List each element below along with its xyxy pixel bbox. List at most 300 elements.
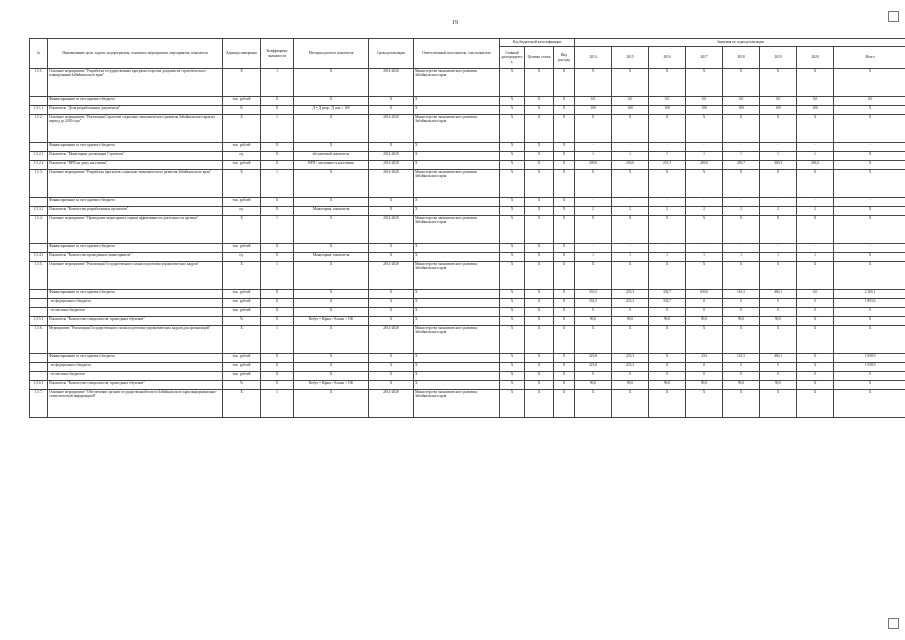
table-cell [30,308,48,317]
table-cell: 0 [760,363,797,372]
table-cell: тыс. рублей [223,299,261,308]
table-cell: Х [500,207,525,216]
table-cell: Х [414,244,500,253]
table-cell: ед. [223,152,261,161]
table-cell: 0 [723,363,760,372]
table-cell: 100 [760,106,797,115]
table-cell: Х [414,152,500,161]
table-cell: Х [261,207,294,216]
table-cell: - [797,198,834,207]
table-cell: 0 [575,308,612,317]
table-cell: Х [414,97,500,106]
table-cell: Мероприятие "Реализация Государственного плана подготовки управленческих кадров для организаций" [48,326,223,354]
table-cell: 0,0 [760,97,797,106]
table-cell: 2014-2020 [369,69,414,97]
table-cell: Х [612,115,649,143]
table-cell: 1.5.5.1 [30,317,48,326]
table-cell: Х [834,161,905,170]
table-cell: тыс. рублей [223,372,261,381]
table-cell: 284,8 [797,161,834,170]
measure-row [30,262,905,290]
table-cell: Х [525,106,554,115]
table-cell: ед. [223,253,261,262]
table-cell: Х [554,326,575,354]
table-cell: - [612,198,649,207]
table-cell: 1.5.6.1 [30,381,48,390]
table-cell: тыс. рублей [223,244,261,253]
table-cell: 0 [612,308,649,317]
table-cell: 100 [612,106,649,115]
table-cell: Показатель "Количество специалистов, прошедших обучение" [48,317,223,326]
table-cell: Х [369,354,414,363]
header-year: 2019 [760,47,797,69]
table-cell: Х [525,354,554,363]
table-cell: Х [525,207,554,216]
scan-mark [888,11,899,22]
table-cell: 1 [723,253,760,262]
table-cell: Х [686,115,723,143]
header-year: 2020 [797,47,834,69]
table-cell: 0 [686,363,723,372]
program-table [29,38,905,418]
table-cell: Х [797,326,834,354]
table-cell: - из федерального бюджета [48,299,223,308]
table-cell: Х [500,299,525,308]
table-cell: Х [294,372,369,381]
table-cell: 1 [261,326,294,354]
table-cell [30,244,48,253]
table-cell: Х [525,262,554,290]
header-year: 2014 [575,47,612,69]
table-cell: - [649,244,686,253]
table-row [30,152,905,161]
table-cell: 2 [760,207,797,216]
table-cell: Х [369,299,414,308]
measure-row [30,216,905,244]
table-cell: Кобуч = Кфакт / Кплан × 100 [294,381,369,390]
measure-row [30,170,905,198]
table-cell: 2014-2020 [369,161,414,170]
table-cell: Х [649,354,686,363]
table-cell: Х [612,262,649,290]
table-cell: Х [261,253,294,262]
table-cell: Х [500,198,525,207]
table-cell: Х [575,115,612,143]
table-cell: 0 [686,299,723,308]
table-cell: Х [554,390,575,418]
table-cell: Х [500,262,525,290]
table-cell: 1.5.7. [30,390,48,418]
header-name: Наименование цели, задачи, подпрограммы, основного мероприятия, мероприятия, показателя [48,39,223,69]
table-cell: 1 [760,152,797,161]
table-cell: 0 [760,308,797,317]
table-cell: Х [575,170,612,198]
table-cell: Х [575,326,612,354]
table-cell: 0,0 [797,290,834,299]
table-cell: 230,0 [612,161,649,170]
table-cell: 1.5.2.1 [30,152,48,161]
table-cell: Кобуч = Кфакт / Кплан × 100 [294,317,369,326]
table-cell: Х [294,390,369,418]
table-cell: 1 [760,253,797,262]
table-cell: Х [261,152,294,161]
table-cell: Х [686,170,723,198]
table-cell: Х [649,170,686,198]
table-cell: 1.5.2. [30,115,48,143]
table-cell: 0 [686,308,723,317]
table-cell: Основное мероприятие "Реализация Стратегии социально-экономического развития Забайкальского края на период до 2030 года" [48,115,223,143]
table-cell: 650,0 [686,290,723,299]
table-cell: 2014-2020 [369,390,414,418]
table-cell: Х [223,170,261,198]
table-cell: 1 658,9 [834,363,905,372]
table-cell: 0,0 [723,97,760,106]
table-row [30,161,905,170]
table-cell: Показатель "Количество специалистов, прошедших обучение" [48,381,223,390]
table-cell: Х [834,207,905,216]
table-cell: 90,0 [723,381,760,390]
table-cell: Х [612,170,649,198]
table-cell: 100 [686,106,723,115]
table-cell: 1 658,9 [834,354,905,363]
table-cell: Х [797,381,834,390]
table-cell: Х [294,170,369,198]
table-cell: 251,3 [649,161,686,170]
table-cell: Х [369,97,414,106]
table-cell: 0 [575,372,612,381]
table-cell: 90,0 [760,381,797,390]
table-cell: - [575,143,612,152]
table-cell: Х [294,143,369,152]
table-cell: Х [414,143,500,152]
table-cell: 2 [797,207,834,216]
table-cell: - [834,244,905,253]
header-num: № [30,39,48,69]
table-cell: - [686,244,723,253]
table-row [30,299,905,308]
table-cell: Х [294,363,369,372]
table-cell: 1.5.3. [30,170,48,198]
table-cell: 1.5.6. [30,326,48,354]
table-cell: Х [525,143,554,152]
table-cell: Х [554,308,575,317]
table-cell: Х [554,381,575,390]
table-cell: Х [554,198,575,207]
table-cell: Х [612,326,649,354]
table-cell: Х [554,253,575,262]
table-cell: 100 [723,106,760,115]
table-cell: 0 [649,372,686,381]
table-cell: - [723,198,760,207]
table-cell: 0,0 [686,97,723,106]
table-cell: Х [414,354,500,363]
table-cell: Х [612,69,649,97]
table-cell: % [223,106,261,115]
table-cell: 90,0 [575,381,612,390]
table-cell: 90,0 [760,317,797,326]
table-cell: Х [834,69,905,97]
table-cell: Х [834,115,905,143]
table-cell: Основное мероприятие "Разработка государственных программ и прочих документов стратегического планирования Забайкальского края" [48,69,223,97]
table-cell: Х [500,143,525,152]
table-row [30,97,905,106]
table-cell: 90,0 [612,317,649,326]
header-year: Итого [834,47,905,69]
table-cell: 141,5 [723,354,760,363]
table-cell: Х [525,198,554,207]
table-cell: Х [554,290,575,299]
table-cell: Х [261,97,294,106]
table-cell: 1 893,6 [834,299,905,308]
table-cell: Министерство экономического развития Забайкальского края [414,115,500,143]
table-cell: 100 [649,106,686,115]
table-cell: Х [554,372,575,381]
page-number: 19 [452,20,458,26]
table-cell: Х [834,262,905,290]
table-row [30,290,905,299]
table-cell: тыс. рублей [223,354,261,363]
table-cell: 0 [723,372,760,381]
header-kbk-csr: Целевая статья [525,47,554,69]
table-cell: Х [723,326,760,354]
table-cell: Х [294,97,369,106]
table-cell: Х [525,244,554,253]
table-cell: Х [414,299,500,308]
table-cell: Х [686,216,723,244]
table-cell: 0 [834,308,905,317]
table-cell: Х [760,115,797,143]
table-cell: Х [649,262,686,290]
table-cell: 2014-2020 [369,326,414,354]
table-cell: Х [525,363,554,372]
table-cell: Х [649,69,686,97]
table-cell: 90,0 [575,317,612,326]
table-cell: Х [525,372,554,381]
table-cell: 0,0 [797,97,834,106]
table-cell [30,198,48,207]
table-cell: Х [554,363,575,372]
table-cell: 1 [612,253,649,262]
table-cell: Х [760,69,797,97]
table-cell: 0 [797,299,834,308]
table-cell: 2014-2020 [369,152,414,161]
header-year: 2018 [723,47,760,69]
table-cell: 90,0 [649,317,686,326]
table-cell: 2014-2020 [369,115,414,143]
table-cell: - [612,143,649,152]
table-cell: Х [554,115,575,143]
table-cell: - из федерального бюджета [48,363,223,372]
table-cell: 0 [723,308,760,317]
table-cell: Х [294,299,369,308]
table-cell: 1.5.4.1 [30,253,48,262]
table-cell: Х [760,326,797,354]
header-coef: Коэффициент значимости [261,39,294,69]
table-cell: Х [525,152,554,161]
table-cell: Х [294,326,369,354]
table-cell: Х [414,372,500,381]
table-cell: 90,0 [686,381,723,390]
table-cell: Х [223,115,261,143]
table-cell: Х [686,69,723,97]
table-cell: 2 [575,207,612,216]
table-cell: - [797,143,834,152]
table-cell: Министерство экономического развития Забайкальского края [414,170,500,198]
table-cell: 2 [649,207,686,216]
table-cell: тыс. рублей [223,308,261,317]
table-cell: Мониторинг показателя [294,207,369,216]
table-cell: 300,3 [760,161,797,170]
header-method: Методика расчета показателя [294,39,369,69]
measure-row [30,390,905,418]
table-cell: ед. [223,207,261,216]
table-cell: 1 [261,170,294,198]
header-exec: Ответственный исполнитель, соисполнитель [414,39,500,69]
table-cell: Х [500,363,525,372]
table-cell: 0,0 [649,97,686,106]
table-cell: Х [554,97,575,106]
table-cell: Министерство экономического развития Забайкальского края [414,390,500,418]
table-cell: 1 [261,390,294,418]
table-cell: Министерство экономического развития Забайкальского края [414,262,500,290]
table-cell: Х [686,390,723,418]
table-cell: Показатель "ВРП на душу населения" [48,161,223,170]
table-cell: тыс. рублей [223,161,261,170]
table-cell: - [797,244,834,253]
table-cell: Х [369,381,414,390]
table-cell: Х [369,143,414,152]
table-cell: Х [369,207,414,216]
table-cell: 2014-2020 [369,170,414,198]
table-cell: 1 [575,253,612,262]
table-cell: Х [834,326,905,354]
table-cell: Х [261,299,294,308]
table-cell: Х [294,290,369,299]
table-cell: 1 [797,152,834,161]
table-cell: Х [525,390,554,418]
table-cell: Х [723,115,760,143]
table-cell: Х [554,69,575,97]
table-cell: 0 [612,372,649,381]
table-cell: 334,7 [649,290,686,299]
table-cell: Х [525,308,554,317]
table-cell: Х [723,69,760,97]
table-cell: Х [500,244,525,253]
table-cell: - [575,198,612,207]
table-cell: Х [575,262,612,290]
table-cell: Х [261,317,294,326]
table-cell: Министерство экономического развития Забайкальского края [414,216,500,244]
table-cell: Х [525,317,554,326]
table-cell: 1 [723,152,760,161]
table-row [30,143,905,152]
table-cell: - [760,244,797,253]
table-cell: Х [294,308,369,317]
table-cell: 225,3 [612,363,649,372]
table-cell: 100 [575,106,612,115]
table-cell [30,354,48,363]
table-cell: Показатель "Доля разработанных документов" [48,106,223,115]
table-cell: Х [797,170,834,198]
table-cell: Х [797,216,834,244]
table-cell: Х [649,363,686,372]
table-cell: 323,8 [575,363,612,372]
table-cell: Х [369,106,414,115]
table-cell: Х [554,317,575,326]
table-cell: 334,7 [649,299,686,308]
table-cell: Х [834,216,905,244]
table-cell: тыс. рублей [223,198,261,207]
table-cell: Показатель "Количество разработанных прогнозов" [48,207,223,216]
table-cell: Финансирование за счет краевого бюджета [48,198,223,207]
table-cell: тыс. рублей [223,143,261,152]
table-cell: Х [575,390,612,418]
table-cell: Х [261,198,294,207]
table-cell: Х [261,244,294,253]
header-values-group: Значения по годам реализации [575,39,905,47]
table-row [30,354,905,363]
table-cell: Х [500,308,525,317]
table-row [30,372,905,381]
table-cell: 0,0 [612,97,649,106]
table-cell: тыс. рублей [223,97,261,106]
table-cell: Х [500,97,525,106]
table-cell: 1.5.2.2 [30,161,48,170]
table-cell: - [723,143,760,152]
table-cell: Х [294,198,369,207]
table-cell: 1.5.1. [30,69,48,97]
table-cell: ВРП / численность населения [294,161,369,170]
table-cell: 234 [686,354,723,363]
header-kbk-vr: Вид расхода [554,47,575,69]
table-cell: Х [261,106,294,115]
table-cell: Х [369,253,414,262]
table-cell: 0 [760,299,797,308]
table-cell: 2014-2020 [369,262,414,290]
table-cell: 2014-2020 [369,216,414,244]
table-cell: Х [500,390,525,418]
table-cell: Х [686,262,723,290]
table-cell: 2 165,1 [834,290,905,299]
table-cell: Х [525,97,554,106]
header-year: 2016 [649,47,686,69]
table-cell: Х [760,262,797,290]
table-cell [30,143,48,152]
table-cell: Х [525,299,554,308]
table-cell: Финансирование за счет краевого бюджета [48,244,223,253]
table-cell: 1 [575,152,612,161]
table-cell: Основное мероприятие "Обеспечение органов государственной власти Забайкальского края информационно-статистической информацией" [48,390,223,418]
table-cell: Финансирование за счет краевого бюджета [48,290,223,299]
table-cell: Х [500,152,525,161]
header-kbk-gr: Главный распорядитель [500,47,525,69]
table-cell: 0,0 [575,97,612,106]
table-cell [30,290,48,299]
table-cell: Х [649,115,686,143]
table-cell: Х [554,354,575,363]
table-cell: 283,7 [723,161,760,170]
table-cell: Х [834,106,905,115]
table-cell: Х [554,262,575,290]
table-cell: 1.5.3.1 [30,207,48,216]
table-cell: 1.5.4. [30,216,48,244]
table-cell: Х [261,161,294,170]
table-cell: Финансирование за счет краевого бюджета [48,354,223,363]
table-cell: 90,0 [686,317,723,326]
table-cell: Х [554,244,575,253]
table-cell: тыс. рублей [223,363,261,372]
table-cell: 225,3 [612,354,649,363]
